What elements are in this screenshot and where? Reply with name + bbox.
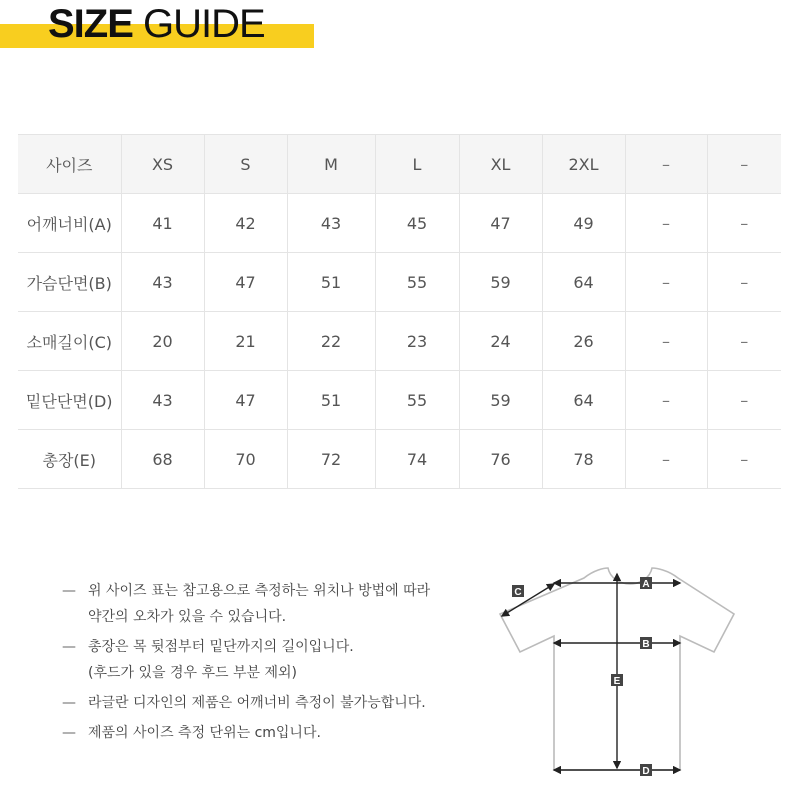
- row-label-cell: 가슴단면(B): [18, 253, 121, 312]
- table-cell: 76: [459, 430, 542, 489]
- table-row: [18, 194, 781, 253]
- table-cell: –: [707, 194, 781, 253]
- table-cell: 74: [375, 430, 459, 489]
- note-text: 라글란 디자인의 제품은 어깨너비 측정이 불가능합니다.: [88, 695, 426, 711]
- table-cell: 47: [204, 371, 287, 430]
- table-cell: 55: [375, 253, 459, 312]
- table-cell: 47: [204, 253, 287, 312]
- size-guide-title: [0, 0, 320, 52]
- size-table: [18, 134, 781, 489]
- header-cell-s: S: [204, 135, 287, 194]
- header-cell-l: L: [375, 135, 459, 194]
- note-text: 제품의 사이즈 측정 단위는 cm입니다.: [88, 725, 321, 741]
- row-label-cell: 총장(E): [18, 430, 121, 489]
- table-cell: 49: [542, 194, 625, 253]
- header-cell-empty-1: –: [625, 135, 707, 194]
- table-cell: 72: [287, 430, 375, 489]
- label-d: D: [642, 766, 650, 777]
- notes-list: [62, 578, 482, 750]
- table-cell: 22: [287, 312, 375, 371]
- table-row: [18, 253, 781, 312]
- note-text: 위 사이즈 표는 참고용으로 측정하는 위치나 방법에 따라: [88, 583, 431, 599]
- title-text: [48, 2, 265, 46]
- table-cell: –: [625, 253, 707, 312]
- header-cell-xs: XS: [121, 135, 204, 194]
- note-dash: —: [62, 725, 76, 741]
- table-header-row: [18, 135, 781, 194]
- table-cell: –: [625, 194, 707, 253]
- table-cell: 47: [459, 194, 542, 253]
- table-cell: 43: [121, 253, 204, 312]
- row-label-cell: 소매길이(C): [18, 312, 121, 371]
- row-label-cell: 밑단단면(D): [18, 371, 121, 430]
- note-text: 약간의 오차가 있을 수 있습니다.: [88, 609, 287, 625]
- note-text: (후드가 있을 경우 후드 부분 제외): [88, 665, 297, 681]
- note-dash: —: [62, 583, 76, 599]
- table-cell: –: [625, 371, 707, 430]
- title-word-guide: GUIDE: [143, 2, 265, 46]
- note-text: 총장은 목 뒷점부터 밑단까지의 길이입니다.: [88, 639, 354, 655]
- table-cell: 21: [204, 312, 287, 371]
- table-cell: 43: [287, 194, 375, 253]
- table-cell: 51: [287, 253, 375, 312]
- table-cell: –: [707, 253, 781, 312]
- note-dash: —: [62, 695, 76, 711]
- label-c: C: [514, 587, 522, 598]
- note-item: [62, 690, 482, 716]
- table-cell: 51: [287, 371, 375, 430]
- table-cell: 26: [542, 312, 625, 371]
- table-cell: 43: [121, 371, 204, 430]
- table-cell: 64: [542, 371, 625, 430]
- table-cell: –: [625, 430, 707, 489]
- header-cell-m: M: [287, 135, 375, 194]
- table-cell: –: [707, 430, 781, 489]
- table-row: [18, 312, 781, 371]
- table-cell: 45: [375, 194, 459, 253]
- table-cell: 20: [121, 312, 204, 371]
- table-cell: 59: [459, 253, 542, 312]
- label-a: A: [642, 579, 650, 590]
- table-row: [18, 430, 781, 489]
- table-cell: 55: [375, 371, 459, 430]
- note-dash: —: [62, 639, 76, 655]
- note-item: [62, 578, 482, 630]
- note-item: [62, 720, 482, 746]
- table-cell: 64: [542, 253, 625, 312]
- header-cell-2xl: 2XL: [542, 135, 625, 194]
- table-row: [18, 371, 781, 430]
- label-e: E: [613, 676, 621, 687]
- table-cell: 23: [375, 312, 459, 371]
- table-cell: 70: [204, 430, 287, 489]
- table-cell: 68: [121, 430, 204, 489]
- note-item: [62, 634, 482, 686]
- measure-line-c: [502, 584, 554, 616]
- table-cell: –: [707, 312, 781, 371]
- table-cell: –: [707, 371, 781, 430]
- tshirt-diagram-svg: [492, 556, 752, 786]
- table-cell: 41: [121, 194, 204, 253]
- tshirt-measurement-diagram: [492, 556, 752, 786]
- header-cell-size-label: 사이즈: [18, 135, 121, 194]
- table-cell: –: [625, 312, 707, 371]
- row-label-cell: 어깨너비(A): [18, 194, 121, 253]
- header-cell-xl: XL: [459, 135, 542, 194]
- table-cell: 24: [459, 312, 542, 371]
- header-cell-empty-2: –: [707, 135, 781, 194]
- table-cell: 78: [542, 430, 625, 489]
- table-cell: 42: [204, 194, 287, 253]
- table-cell: 59: [459, 371, 542, 430]
- label-b: B: [642, 639, 650, 650]
- title-word-size: SIZE: [48, 2, 133, 46]
